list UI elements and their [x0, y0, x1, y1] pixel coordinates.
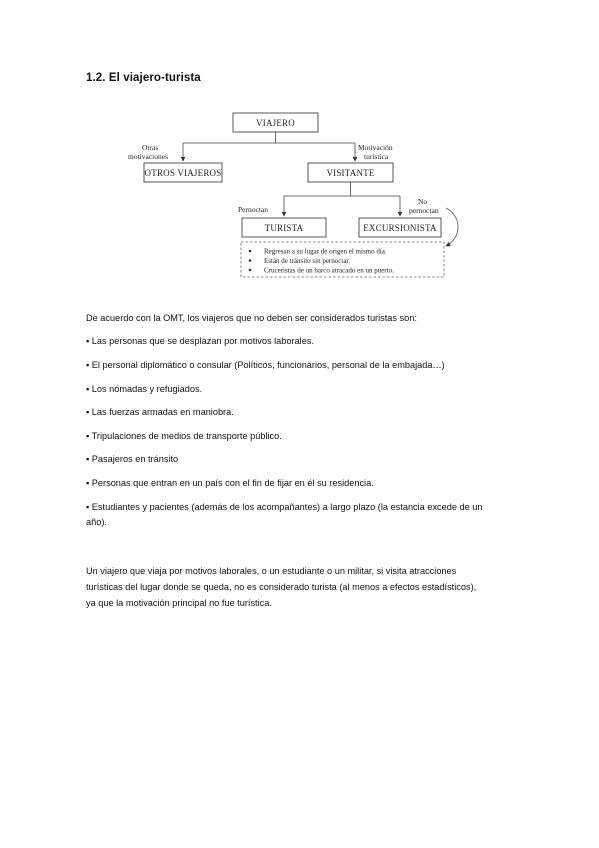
otros-viajeros-label: OTROS VIAJEROS [144, 168, 222, 178]
turista-label: TURISTA [264, 223, 304, 233]
closing-paragraph-line: Un viajero que viaja por motivos laborales, o un estudiante o un militar, si visita atracciones [86, 566, 457, 576]
list-item: ▪ Los nómadas y refugiados. [86, 384, 203, 394]
note-text: Están de tránsito sin pernoctar. [264, 257, 351, 265]
list-item: ▪ Las personas que se desplazan por motivos laborales. [86, 336, 314, 346]
otras-motivaciones-label-1: Otras [142, 143, 159, 152]
excursionista-label: EXCURSIONISTA [363, 223, 437, 233]
note-text: Regresan a su lugar de origen el mismo día. [264, 247, 387, 256]
traveler-classification-diagram [0, 0, 599, 300]
otras-motivaciones-label-2: motivaciones [128, 152, 168, 161]
viajero-label: VIAJERO [256, 118, 295, 128]
closing-paragraph-line: turísticas del lugar donde se queda, no es considerado turista (al menos a efectos estadísticos), [86, 582, 477, 592]
note-bullet [249, 259, 252, 262]
list-item: ▪ Personas que entran en un país con el fin de fijar en él su residencia. [86, 478, 374, 488]
motivacion-turistica-label-2: turística [364, 152, 389, 161]
note-bullet [249, 269, 252, 272]
note-bullet [249, 250, 252, 253]
no-pernoctan-label-1: No [418, 197, 428, 206]
visitante-label: VISITANTE [326, 168, 375, 178]
list-item-line: ▪ Estudiantes y pacientes (además de los acompañantes) a largo plazo (la estancia excede de un [86, 502, 483, 512]
note-text: Cruceristas de un barco atracado en un puerto. [264, 266, 394, 275]
list-item: ▪ El personal diplomático o consular (Políticos, funcionarios, personal de la embajada…) [86, 360, 445, 370]
no-pernoctan-label-2: pernoctan [409, 206, 439, 215]
list-item-line: año). [86, 517, 107, 527]
pernoctan-label: Pernoctan [238, 205, 268, 214]
closing-paragraph-line: ya que la motivación principal no fue turística. [86, 598, 272, 608]
motivacion-turistica-label-1: Motivación [358, 143, 393, 152]
section-heading: 1.2. El viajero-turista [86, 72, 201, 84]
intro-paragraph: De acuerdo con la OMT, los viajeros que no deben ser considerados turistas son: [86, 313, 417, 323]
list-item: ▪ Tripulaciones de medios de transporte público. [86, 431, 282, 441]
list-item: ▪ Pasajeros en tránsito [86, 454, 179, 464]
list-item: ▪ Las fuerzas armadas en maniobra. [86, 407, 234, 417]
curved-arrow [446, 208, 458, 246]
